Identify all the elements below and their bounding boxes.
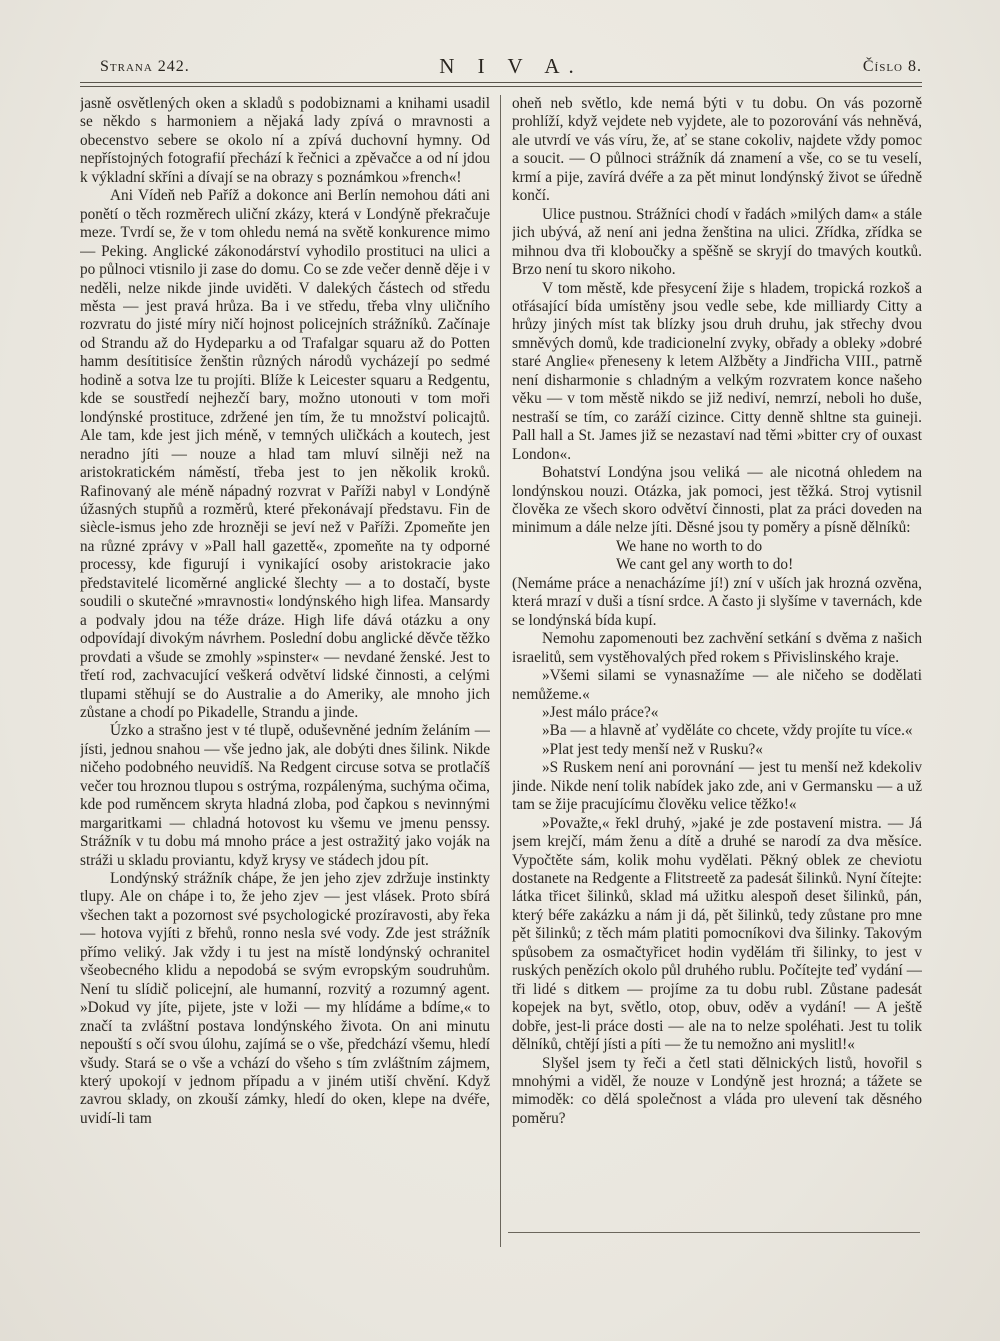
column-divider (500, 95, 501, 1247)
dialogue-line: »Jest málo práce?« (542, 703, 659, 721)
paragraph: Bohatství Londýna jsou veliká — ale nicotná ohledem na londýnskou nouzi. Otázka, jak pomoci, jest těžká. Stroj vytisnil člověka ze všech skoro odvětví činnosti, plat za práci doveden na minimum a dále nelze jíti. Děsné jsou ty poměry a písně dělníků: (512, 464, 922, 537)
journal-title: N I V A. (439, 54, 583, 78)
dialogue-line: »Plat jest tedy menší než v Rusku?« (542, 740, 763, 758)
issue-number: Číslo 8. (862, 58, 922, 75)
paragraph: (Nemáme práce a nenacházíme jí!) zní v uších jak hrozná ozvěna, která mrazí v duši a tísní srdce. A často ji slyšíme v tavernách, kde se londýnská bída kupí. (512, 574, 922, 629)
header-rule (80, 82, 922, 83)
left-column (80, 95, 490, 1255)
song-line: We hane no worth to do (616, 537, 763, 555)
paragraph: jasně osvětlených oken a skladů s podobiznami a knihami usadil se někdo s harmoniem a nějaká lady zpívá o mravnosti a obecenstvo sebere se okolo ní a zpívá duchovní hymny. Od nepřístojných fotografií přechází k řečnici a zpěvačce a od ní jdou k výkladní skříni a dívají se na obrazy s poznámkou »french«! (80, 95, 490, 186)
paragraph: V tom městě, kde přesycení žije s hladem, tropická rozkoš a otřásající bída umístěny jsou vedle sebe, kde milliardy Citty a hrůzy jiných míst tak blízky jsou druh druhu, jak střechy dvou smněvých domů, kde tradicionelní zvyky, obřady a obleky »dobré staré Anglie« přeneseny k letem Alžběty a Jindřicha VIII., patrně není disharmonie s chladným a velkým rozvratem konce našeho věku — v tom městě nikdo se již nediví, nemrzí, neboli ho duše, nestraší se tím, co zaráží cizince. Citty denně shltne sta guineji. Pall hall a St. James již se nezastaví nad těmi »bitter cry of ouxast London«. (512, 279, 922, 463)
paragraph: Slyšel jsem ty řeči a četl stati dělnických listů, hovořil s mnohými a viděl, že nouze v Londýně jest hrozná; a tážete se mimoděk: co dělá společnost a vláda pro ulevení tak děsného poměru? (512, 1054, 922, 1127)
paragraph: Ani Vídeň neb Paříž a dokonce ani Berlín nemohou dáti ani ponětí o těch rozměrech uliční zkázy, která v Londýně překračuje meze. Tvrdí se, že v tom ohledu nemá na světě konkurence mimo — Peking. Anglické zákonodárství vyhodilo prostituci na ulici a po půlnoci vtisnilo ji zase do domu. Co se zde večer denně děje i v neděli, nelze nikde jinde uviděti. V dalekých částech od středu města — jest pravá hrůza. Ba i ve středu, třeba vlny uličního rozvratu do jisté míry ničí hojnost policejních strážníků. Začínaje od Strandu až do Hydeparku a od Trafalgar squaru až do Potten hamm desítitisíce ženštin různých národů vycházejí po sedmé hodině a sotva lze tu projíti. Blíže k Leicester squaru a Redgentu, kde se soustředí nejhezčí bary, možno utonouti v tom moři londýnské prostituce, zdržené jen tím, že tu množství policajtů. Ale tam, kde jest jich méně, v temných uličkách a koutech, jest neradno jíti — nouze a hlad tam mluví silněji než na aristokratickém náměstí, třeba jest to jen několik kroků. Rafinovaný ale méně nápadný rozvrat v Paříži nabyl v Londýně úžasných stupňů a rozměrů, které překonávají představu. Fin de siècle-ismus jeho zde hrozněji se jeví než v Paříži. Zpomeňte jen na různé zprávy v »Pall hall gazettě«, zpomeňte na ty odporné processy, kde figurují i vynikající osoby aristokracie jako představitelé licoměrné anglické šlechty — a to dostačí, byste soudili o skutečné »mravnosti« londýnského high lifea. Mansardy a podvaly jdou na téže dráze. High life dává otázku a ony odpovídají divokým návrhem. Poslední dobu anglické děvče těžko provdati a všude se zmohly »spinster« — nevdané ženské. Jest to třetí rod, zachvacující veškerá odvětví lidské činnosti, a celými tlupami stěhují se do Australie a do Ameriky, ale mnoho jich zůstane a chodí po Pikadelle, Strandu a jinde. (80, 187, 490, 721)
page-number: Strana 242. (100, 58, 190, 75)
paragraph: Nemohu zapomenouti bez zachvění setkání s dvěma z našich israelitů, sem vystěhovalých před rokem s Přivislinského kraje. (512, 630, 922, 666)
page-header (100, 54, 922, 84)
paragraph: oheň neb světlo, kde nemá býti v tu dobu. On vás pozorně prohlíží, když vejdete neb vyjdete, ale to pozorování vás nehněvá, ale utvrdí ve vás víru, že, ať se stane cokoliv, najdete vždy pomoc a soucit. — O půlnoci strážník dá znamení a vše, co se tu veselí, krmí a pije, zavírá dvéře a za pět minut londýnský život se úředně končí. (512, 95, 922, 205)
end-rule (508, 1232, 920, 1233)
paragraph: Úzko a strašno jest v té tlupě, oduševněné jedním želáním — jísti, jednou snahou — vše jedno jak, ale dobýti dnes šilink. Nikde ničeho podobného neuvidíš. Na Redgent circuse sotva se protlačíš večer tou hroznou tlupou s ostrýma, rozpálenýma, suchýma očima, kde pod ruměncem skryta hladná zloba, pod čapkou s nevinnými margaritkami — chladná hotovost ku všemu ve jmenu penssy. Strážník v tu dobu má mnoho práce a jest ostražitý jako voják na stráži u skladu proviantu, když krysy ve stádech jdou pít. (80, 722, 490, 869)
paragraph: Londýnský strážník chápe, že jen jeho zjev zdržuje instinkty tlupy. Ale on chápe i to, že jeho zjev — jest vlásek. Proto sbírá všechen takt a pozornost své psychologické prozíravosti, aby řeka — hotova vyjíti z břehů, ronno nesla své vody. Zde jest strážník přímo veliký. Jak vždy i tu jest na místě londýnský ochranitel všeobecného klidu a nepodobá se svým evropským soudruhům. Není tu slídič policejní, ale humanní, rozvitý a rozumný agent. »Dokud vy jíte, pijete, jste v loži — my hlídáme a bdíme,« to značí ta zvláštní postava londýnského života. On ani minutu nepouští s očí svou úlohu, zajímá se o vše, předchází všemu, hledí všudy. Stará se o vše a vchází do všeho s tím zvláštním zájmem, který upokojí v jednom případu a v jiném utiší chvění. Když zavrou sklady, on zkouší zámky, hledí do oken, klepe na dvéře, uvidí-li tam (80, 870, 490, 1127)
paragraph: Ulice pustnou. Strážníci chodí v řadách »milých dam« a stále jich ubývá, až není ani jedna ženština na ulici. Zřídka, zřídka se mihnou dva tři kloboučky a spěšně se skryjí do tmavých koutků. Brzo není tu skoro nikoho. (512, 205, 922, 279)
dialogue-line: »S Ruskem není ani porovnání — jest tu menší než kdekoliv jinde. Nikde není tolik nabídek jako zde, ani v Germansku — a už tam se žije pracujícímu člověku velice těžko!« (512, 759, 922, 814)
song-line: We cant gel any worth to do! (616, 556, 794, 574)
dialogue-line: »Všemi silami se vynasnažíme — ale ničeho se dodělati nemůžeme.« (512, 667, 922, 703)
dialogue-line: »Ba — a hlavně ať vyděláte co chcete, vždy projíte tu více.« (542, 722, 913, 740)
dialogue-line: »Považte,« řekl druhý, »jaké je zde postavení mistra. — Já jsem krejčí, mám ženu a dítě a druhé se narodí za dva měsíce. Vypočtěte sám, kolik mohu vydělati. Pěkný oblek ze cheviotu dostanete na Redgente a Flitstreetě za padesát šilinků. Nyní čítejte: látka třicet šilinků, sklad má užitku alespoň deset šilinků, pán, který béře zakázku a nám ji dá, pět šilinků, tedy zůstane pro mne pět šilinků; z těch mám platiti pomocníkovi dva šilinky. Takovým spůsobem za osmačtyřicet hodin vydělám tři šilinky, to jest v ruských penězích okolo půl druhého rublu. Počítejte teď vydání — tři lidé s ditkem — projíme za tu dobu rubl. Zůstane padesát kopejek na byt, světlo, otop, obuv, oděv a vydání! — A ještě dobře, jest-li práce dosti — ale na to nelze spoléhati. Jest tu tolik dělníků, chtějí jísti a píti — že tu nemožno ani myslitl!« (512, 814, 922, 1054)
right-column (512, 95, 922, 1255)
header-rule (80, 86, 922, 87)
